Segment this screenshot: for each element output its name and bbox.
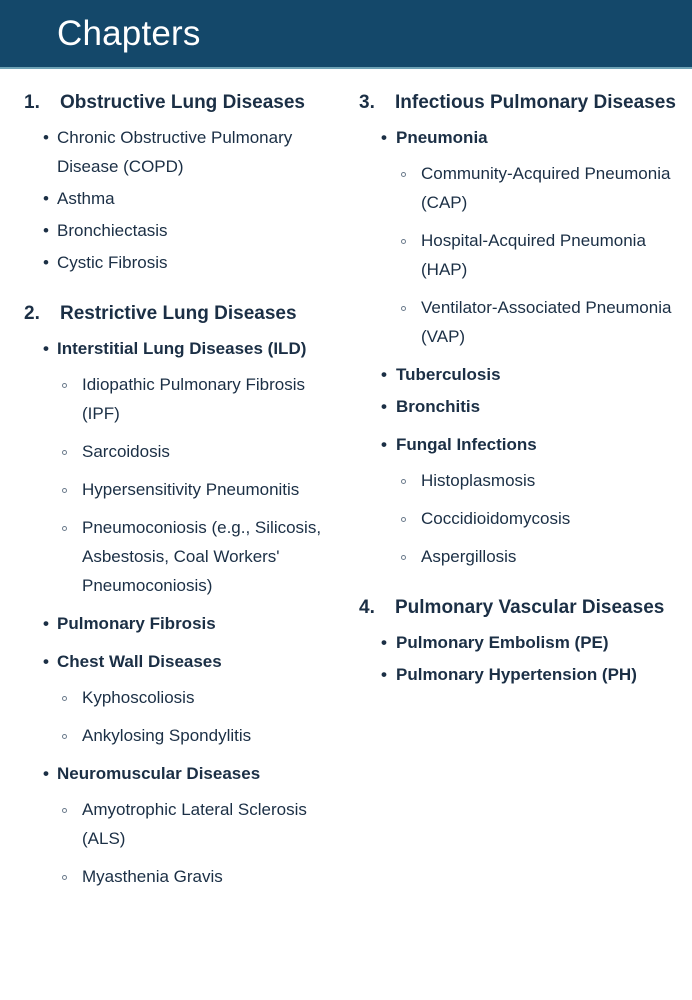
chapter-number: 1. xyxy=(24,92,40,113)
chapter-heading xyxy=(24,299,342,328)
outline-subitem[interactable]: Coccidioidomycosis xyxy=(396,504,684,533)
outline-item-label: • Interstitial Lung Diseases (ILD) xyxy=(57,334,342,363)
chapter-section xyxy=(359,593,684,689)
outline-sublist xyxy=(57,795,342,891)
outline-item[interactable] xyxy=(359,660,684,689)
outline-item[interactable] xyxy=(24,759,342,891)
chapter-section xyxy=(24,88,342,277)
outline-item-label: • Pneumonia xyxy=(396,123,684,152)
outline-item-label: • Pulmonary Hypertension (PH) xyxy=(396,660,684,689)
outline-subitem[interactable]: Histoplasmosis xyxy=(396,466,684,495)
chapter-title: Obstructive Lung Diseases xyxy=(60,92,305,113)
outline-item[interactable] xyxy=(359,123,684,351)
outline-item[interactable] xyxy=(24,248,342,277)
outline-item[interactable] xyxy=(359,392,684,421)
page-title: Chapters xyxy=(57,14,201,53)
outline-sublist xyxy=(396,159,684,351)
page-header xyxy=(0,0,692,69)
chapter-heading xyxy=(24,88,342,117)
outline-subitem[interactable]: Kyphoscoliosis xyxy=(57,683,342,712)
chapter-item-list xyxy=(24,334,342,891)
outline-item-label: • Pulmonary Embolism (PE) xyxy=(396,628,684,657)
outline-item-label: • Bronchiectasis xyxy=(57,216,342,245)
outline-subitem[interactable]: Ventilator-Associated Pneumonia (VAP) xyxy=(396,293,684,351)
outline-subitem[interactable]: Ankylosing Spondylitis xyxy=(57,721,342,750)
outline-subitem[interactable]: Idiopathic Pulmonary Fibrosis (IPF) xyxy=(57,370,342,428)
outline-item-label: • Tuberculosis xyxy=(396,360,684,389)
outline-subitem[interactable]: Community-Acquired Pneumonia (CAP) xyxy=(396,159,684,217)
chapter-number: 4. xyxy=(359,597,375,618)
outline-item[interactable] xyxy=(24,647,342,750)
chapter-heading xyxy=(359,593,684,622)
outline-subitem[interactable]: Amyotrophic Lateral Sclerosis (ALS) xyxy=(57,795,342,853)
outline-item-label: • Chronic Obstructive Pulmonary Disease (COPD) xyxy=(57,123,342,181)
outline-item-label: • Neuromuscular Diseases xyxy=(57,759,342,788)
outline-subitem[interactable]: Pneumoconiosis (e.g., Silicosis, Asbestosis, Coal Workers' Pneumoconiosis) xyxy=(57,513,342,600)
outline-item-label: • Fungal Infections xyxy=(396,430,684,459)
outline-item-label: • Chest Wall Diseases xyxy=(57,647,342,676)
chapter-item-list xyxy=(359,628,684,689)
chapter-heading xyxy=(359,88,684,117)
outline-subitem[interactable]: Myasthenia Gravis xyxy=(57,862,342,891)
chapter-title: Infectious Pulmonary Diseases xyxy=(395,92,676,113)
outline-subitem[interactable]: Hypersensitivity Pneumonitis xyxy=(57,475,342,504)
outline-item[interactable] xyxy=(359,360,684,389)
chapter-item-list xyxy=(24,123,342,277)
outline-item-label: • Pulmonary Fibrosis xyxy=(57,609,342,638)
outline-subitem[interactable]: Sarcoidosis xyxy=(57,437,342,466)
outline-subitem[interactable]: Hospital-Acquired Pneumonia (HAP) xyxy=(396,226,684,284)
outline-item[interactable] xyxy=(24,334,342,600)
outline-item-label: • Asthma xyxy=(57,184,342,213)
outline-item[interactable] xyxy=(24,184,342,213)
outline-sublist xyxy=(396,466,684,571)
outline-column-right xyxy=(350,88,692,695)
outline-item[interactable] xyxy=(359,628,684,657)
outline-item[interactable] xyxy=(24,123,342,181)
outline-item[interactable] xyxy=(359,430,684,571)
chapter-section xyxy=(24,299,342,891)
chapter-number: 2. xyxy=(24,303,40,324)
outline-item[interactable] xyxy=(24,609,342,638)
outline-item-label: • Cystic Fibrosis xyxy=(57,248,342,277)
chapter-title: Pulmonary Vascular Diseases xyxy=(395,597,665,618)
outline-sublist xyxy=(57,683,342,750)
outline-item[interactable] xyxy=(24,216,342,245)
chapter-section xyxy=(359,88,684,571)
outline-column-left xyxy=(0,88,350,897)
outline-item-label: • Bronchitis xyxy=(396,392,684,421)
chapter-number: 3. xyxy=(359,92,375,113)
chapter-item-list xyxy=(359,123,684,571)
outline-subitem[interactable]: Aspergillosis xyxy=(396,542,684,571)
outline-sublist xyxy=(57,370,342,600)
chapters-outline xyxy=(0,69,692,897)
chapter-title: Restrictive Lung Diseases xyxy=(60,303,297,324)
